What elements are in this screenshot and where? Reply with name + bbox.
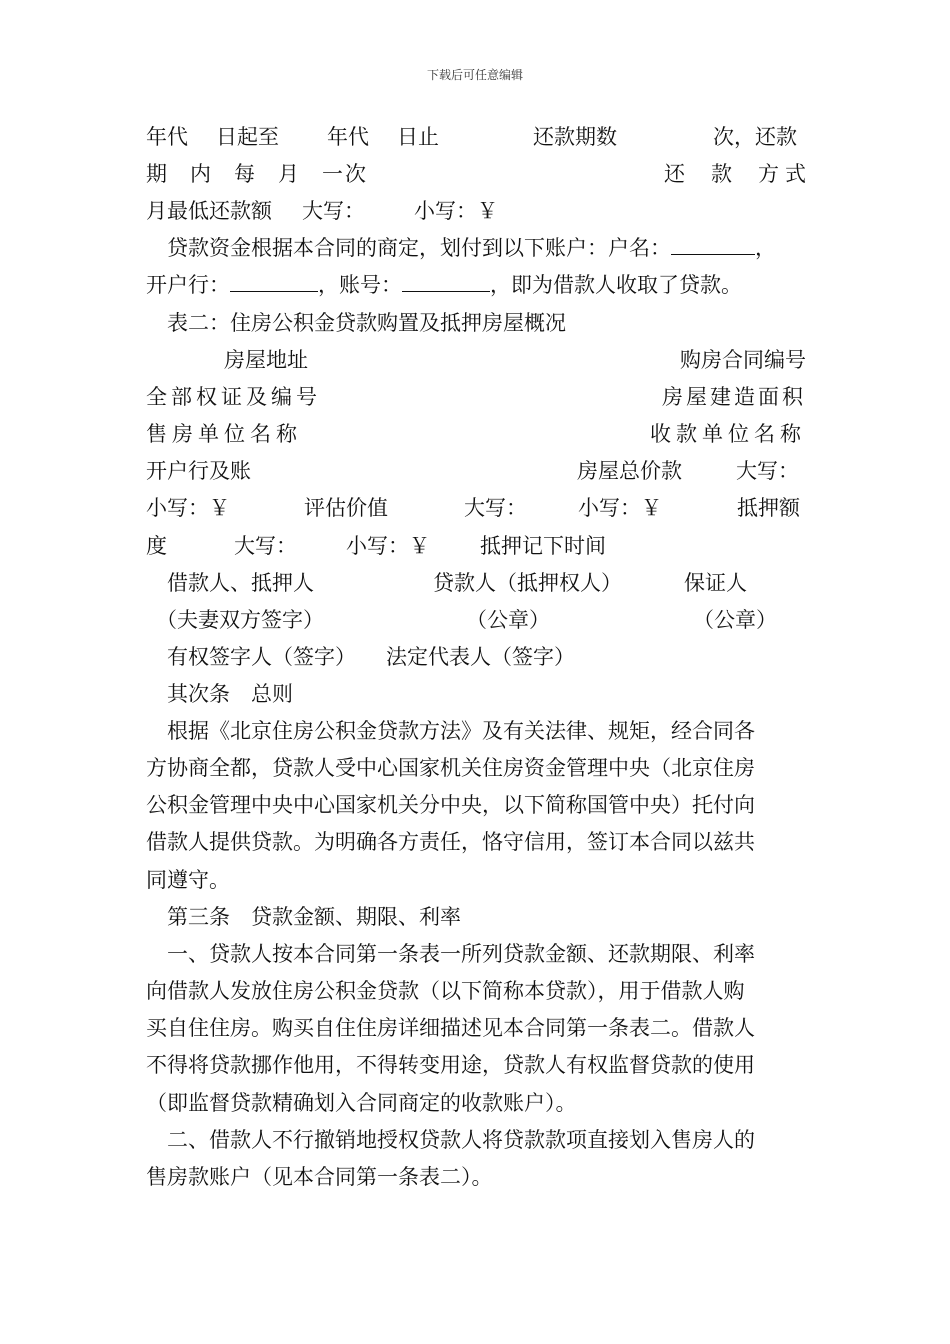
account-comma: ， bbox=[755, 236, 776, 260]
article-2-line-4: 借款人提供贷款。为明确各方责任，恪守信用，签订本合同以兹共 bbox=[146, 830, 755, 854]
article-3-p1-line-4: 不得将贷款挪作他用，不得转变用途，贷款人有权监督贷款的使用 bbox=[146, 1053, 755, 1077]
char-3: 每 bbox=[234, 162, 255, 186]
appraisal-uppercase-label: 大写： bbox=[464, 496, 527, 520]
article-3-p1-line-5: （即监督贷款精确划入合同商定的收款账户）。 bbox=[146, 1091, 577, 1115]
total-price-label: 房屋总价款 bbox=[577, 459, 682, 483]
house-address-label: 房屋地址 bbox=[224, 348, 308, 372]
char-2: 内 bbox=[190, 162, 211, 186]
account-number-field[interactable] bbox=[402, 271, 490, 292]
borrower-mortgagor-label: 借款人、抵押人 bbox=[167, 571, 314, 595]
mortgage-uppercase-label: 大写： bbox=[234, 534, 297, 558]
char-6: 次 bbox=[345, 162, 366, 186]
bank-label: 开户行： bbox=[146, 273, 230, 297]
end-year-label: 年代 bbox=[327, 125, 369, 149]
appraisal-lowercase-label: 小写：￥ bbox=[578, 496, 662, 520]
article-2-title: 其次条 总则 bbox=[167, 682, 293, 706]
char-4: 月 bbox=[278, 162, 299, 186]
authorized-signer-label: 有权签字人（签字） bbox=[167, 645, 356, 669]
spouse-signature-label: （夫妻双方签字） bbox=[156, 608, 324, 632]
bank-field[interactable] bbox=[230, 271, 318, 292]
char-5: 一 bbox=[322, 162, 343, 186]
guarantor-seal-label: （公章） bbox=[693, 608, 777, 632]
char-10: 式 bbox=[785, 162, 806, 186]
lender-label: 贷款人（抵押权人） bbox=[433, 571, 622, 595]
mortgage-amount-label-cont: 度 bbox=[146, 534, 167, 558]
building-area-label: 房屋建造面积 bbox=[662, 385, 806, 409]
article-3-p1-line-1: 一、贷款人按本合同第一条表一所列贷款金额、还款期限、利率 bbox=[167, 942, 755, 966]
account-line-1 bbox=[146, 234, 827, 262]
lender-seal-label: （公章） bbox=[466, 608, 550, 632]
installments-unit-label: 次，还款 bbox=[713, 125, 797, 149]
appraisal-value-label: 评估价值 bbox=[304, 496, 388, 520]
mortgage-amount-label: 抵押额 bbox=[737, 496, 800, 520]
start-day-label: 日起至 bbox=[216, 125, 279, 149]
legal-representative-label: 法定代表人（签字） bbox=[386, 645, 575, 669]
mortgage-lowercase-label: 小写：￥ bbox=[346, 534, 430, 558]
table2-title: 表二：住房公积金贷款购置及抵押房屋概况 bbox=[167, 311, 566, 335]
account-line-2 bbox=[146, 271, 806, 299]
article-3-p2-line-1: 二、借款人不行撤销地授权贷款人将贷款款项直接划入售房人的 bbox=[167, 1128, 755, 1152]
char-9: 方 bbox=[758, 162, 779, 186]
article-2-line-2: 方协商全都，贷款人受中心国家机关住房资金管理中央（北京住房 bbox=[146, 756, 755, 780]
char-7: 还 bbox=[664, 162, 685, 186]
ownership-cert-label: 全部权证及编号 bbox=[146, 385, 321, 409]
uppercase-amount-label: 大写： bbox=[302, 199, 365, 223]
end-day-label: 日止 bbox=[397, 125, 439, 149]
installments-label: 还款期数 bbox=[533, 125, 617, 149]
guarantor-label: 保证人 bbox=[684, 571, 747, 595]
account-tail-text: ，即为借款人收取了贷款。 bbox=[490, 273, 742, 297]
article-2-line-5: 同遵守。 bbox=[146, 868, 230, 892]
bank-account-label: 开户行及账 bbox=[146, 459, 251, 483]
char-1: 期 bbox=[146, 162, 167, 186]
start-year-label: 年代 bbox=[146, 125, 188, 149]
article-2-line-3: 公积金管理中央中心国家机关分中央，以下简称国管中央）托付向 bbox=[146, 793, 755, 817]
article-3-p1-line-3: 买自住住房。购买自住住房详细描述见本合同第一条表二。借款人 bbox=[146, 1016, 755, 1040]
account-text: 贷款资金根据本合同的商定，划付到以下账户：户名： bbox=[167, 236, 671, 260]
mortgage-register-time-label: 抵押记下时间 bbox=[480, 534, 606, 558]
lowercase-amount-label: 小写：￥ bbox=[414, 199, 498, 223]
article-3-title: 第三条 贷款金额、期限、利率 bbox=[167, 905, 461, 929]
price-lowercase-label: 小写：￥ bbox=[146, 496, 230, 520]
article-3-p1-line-2: 向借款人发放住房公积金贷款（以下简称本贷款），用于借款人购 bbox=[146, 979, 745, 1003]
total-price-uppercase-label: 大写： bbox=[736, 459, 799, 483]
account-number-label: ，账号： bbox=[318, 273, 402, 297]
article-2-line-1: 根据《北京住房公积金贷款方法》及有关法律、规矩，经合同各 bbox=[167, 719, 755, 743]
account-name-field[interactable] bbox=[671, 234, 755, 255]
seller-unit-label: 售房单位名称 bbox=[146, 422, 302, 446]
page-header: 下载后可任意编辑 bbox=[426, 68, 523, 82]
min-payment-label: 月最低还款额 bbox=[146, 199, 272, 223]
payee-unit-label: 收款单位名称 bbox=[650, 422, 806, 446]
article-3-p2-line-2: 售房款账户（见本合同第一条表二）。 bbox=[146, 1165, 493, 1189]
purchase-contract-no-label: 购房合同编号 bbox=[680, 348, 806, 372]
char-8: 款 bbox=[711, 162, 732, 186]
